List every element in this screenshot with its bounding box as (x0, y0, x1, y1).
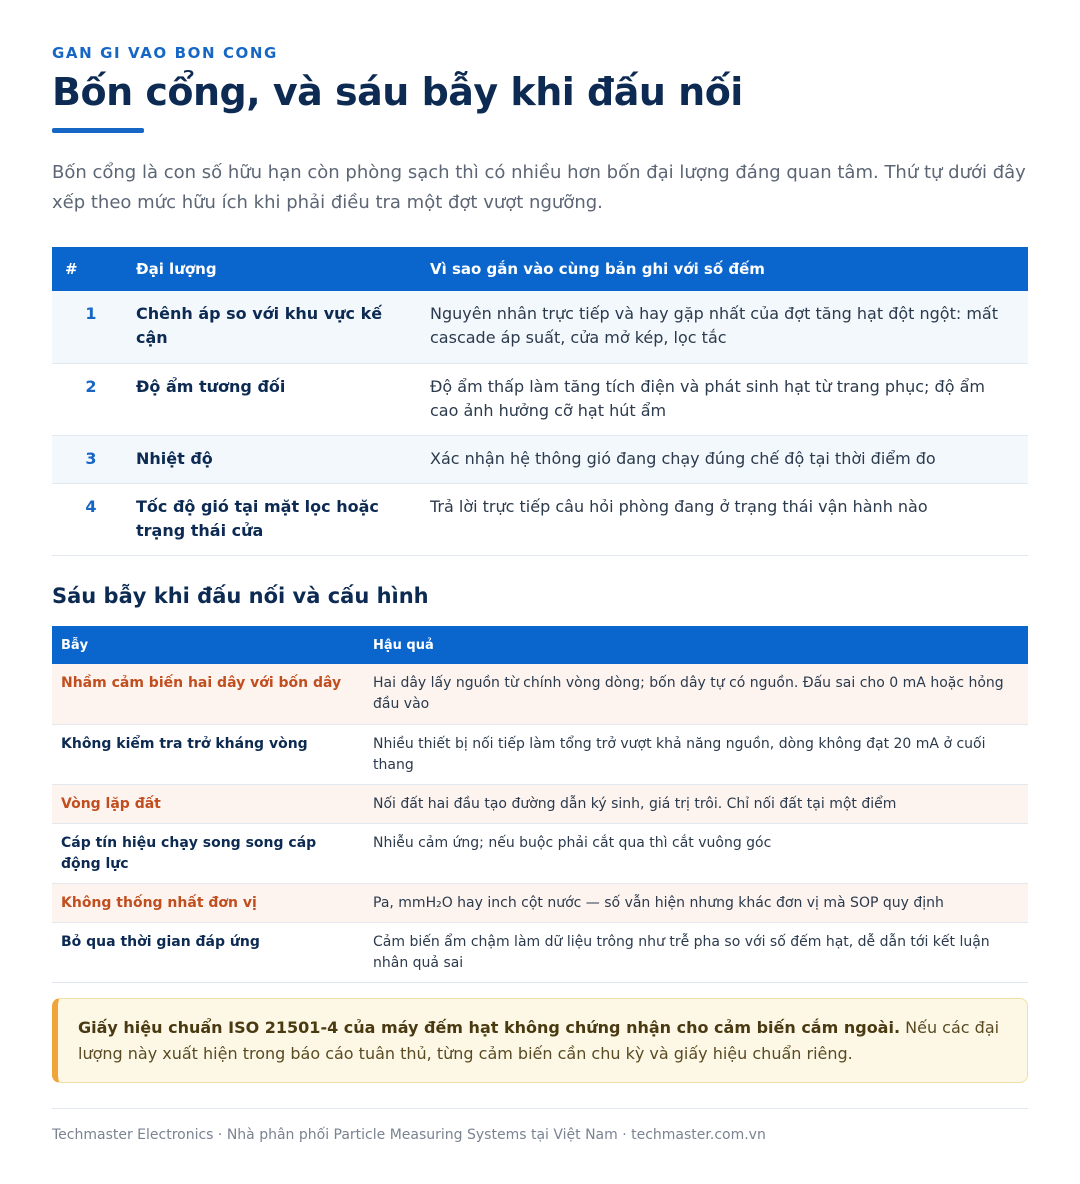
row-reason: Trả lời trực tiếp câu hỏi phòng đang ở trạng thái vận hành nào (423, 483, 1028, 555)
row-number: 1 (52, 291, 130, 363)
row-consequence: Nối đất hai đầu tạo đường dẫn ký sinh, giá trị trôi. Chỉ nối đất tại một điểm (364, 784, 1028, 823)
callout-bold-text: Giấy hiệu chuẩn ISO 21501-4 của máy đếm hạt không chứng nhận cho cảm biến cắm ngoài. (78, 1018, 901, 1037)
row-consequence: Pa, mmH₂O hay inch cột nước — số vẫn hiện nhưng khác đơn vị mà SOP quy định (364, 883, 1028, 922)
header-number: # (52, 247, 130, 291)
traps-heading: Sáu bẫy khi đấu nối và cấu hình (52, 584, 429, 608)
table-row (52, 724, 1028, 784)
table-row (52, 291, 1028, 363)
row-trap: Không thống nhất đơn vị (52, 883, 364, 922)
table-row (52, 784, 1028, 823)
table-row (52, 435, 1028, 483)
table-header-row (52, 626, 1028, 664)
header-quantity: Đại lượng (130, 247, 423, 291)
table-row (52, 922, 1028, 982)
table-row (52, 664, 1028, 724)
row-consequence: Hai dây lấy nguồn từ chính vòng dòng; bốn dây tự có nguồn. Đấu sai cho 0 mA hoặc hỏng đầu vào (364, 664, 1028, 724)
row-number: 3 (52, 435, 130, 483)
row-consequence: Nhiều thiết bị nối tiếp làm tổng trở vượt khả năng nguồn, dòng không đạt 20 mA ở cuối thang (364, 724, 1028, 784)
header-trap: Bẫy (52, 626, 364, 664)
table-row (52, 363, 1028, 435)
intro-paragraph: Bốn cổng là con số hữu hạn còn phòng sạch thì có nhiều hơn bốn đại lượng đáng quan tâm. Thứ tự dưới đây xếp theo mức hữu ích khi phải điều tra một đợt vượt ngưỡng. (52, 162, 1026, 213)
row-trap: Không kiểm tra trở kháng vòng (52, 724, 364, 784)
callout-text: Nếu các đại lượng này xuất hiện trong báo cáo tuân thủ, từng cảm biến cần chu kỳ và giấy hiệu chuẩn riêng. (78, 1018, 1000, 1063)
table-row (52, 823, 1028, 883)
row-reason: Độ ẩm thấp làm tăng tích điện và phát sinh hạt từ trang phục; độ ẩm cao ảnh hưởng cỡ hạt hút ẩm (423, 363, 1028, 435)
row-quantity: Độ ẩm tương đối (130, 363, 423, 435)
title-underline (52, 128, 144, 133)
row-reason: Xác nhận hệ thông gió đang chạy đúng chế độ tại thời điểm đo (423, 435, 1028, 483)
quantities-table (52, 247, 1028, 556)
row-quantity: Nhiệt độ (130, 435, 423, 483)
table-row (52, 883, 1028, 922)
row-number: 4 (52, 483, 130, 555)
eyebrow: GAN GI VAO BON CONG (52, 44, 278, 62)
row-trap: Cáp tín hiệu chạy song song cáp động lực (52, 823, 364, 883)
row-number: 2 (52, 363, 130, 435)
row-quantity: Tốc độ gió tại mặt lọc hoặc trạng thái cửa (130, 483, 423, 555)
table-header-row (52, 247, 1028, 291)
row-consequence: Nhiễu cảm ứng; nếu buộc phải cắt qua thì cắt vuông góc (364, 823, 1028, 883)
footer-divider (52, 1108, 1028, 1109)
page-title: Bốn cổng, và sáu bẫy khi đấu nối (52, 70, 743, 114)
traps-table (52, 626, 1028, 983)
row-quantity: Chênh áp so với khu vực kế cận (130, 291, 423, 363)
footer: Techmaster Electronics · Nhà phân phối Particle Measuring Systems tại Việt Nam · techmaster.com.vn (52, 1127, 766, 1143)
row-trap: Bỏ qua thời gian đáp ứng (52, 922, 364, 982)
row-consequence: Cảm biến ẩm chậm làm dữ liệu trông như trễ pha so với số đếm hạt, dễ dẫn tới kết luận nhân quả sai (364, 922, 1028, 982)
table-row (52, 483, 1028, 555)
row-reason: Nguyên nhân trực tiếp và hay gặp nhất của đợt tăng hạt đột ngột: mất cascade áp suất, cửa mở kép, lọc tắc (423, 291, 1028, 363)
calibration-callout (52, 998, 1028, 1083)
row-trap: Vòng lặp đất (52, 784, 364, 823)
row-trap: Nhầm cảm biến hai dây với bốn dây (52, 664, 364, 724)
header-consequence: Hậu quả (364, 626, 1028, 664)
header-reason: Vì sao gắn vào cùng bản ghi với số đếm (423, 247, 1028, 291)
